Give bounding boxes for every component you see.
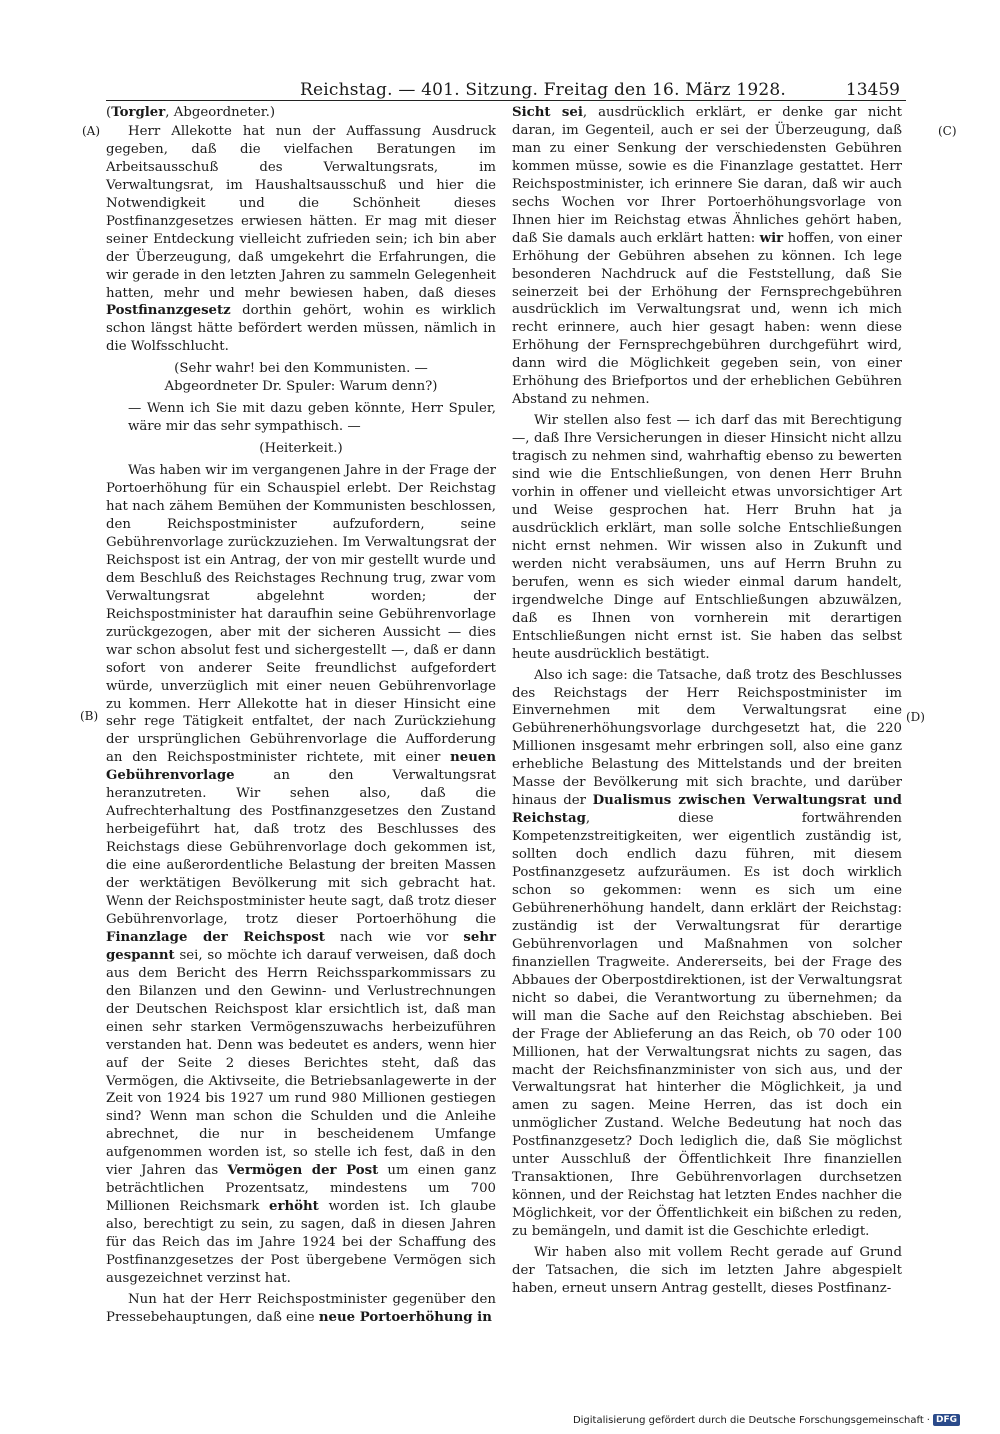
emphasis: erhöht [269, 1199, 319, 1215]
emphasis: wir [759, 230, 784, 246]
text-run: an den Verwaltungsrat heranzutreten. Wir sehen also, daß die Aufrechterhaltung des Postfinanzgesetzes den Zustand herbeigeführt hat, daß trotz des Beschlusses des Reichstags diese Gebührenvorlage doch gekommen ist, die eine außerordentliche Belastung der breiten Massen der werktätigen Bevölkerung mit sich gebracht hat. Wenn der Reichspostminister heute sagt, daß trotz dieser Gebührenvorlage, trotz dieser Portoerhöhung die [106, 768, 496, 927]
speaker-name: Torgler [111, 105, 166, 120]
text-run: nach wie vor [340, 929, 449, 945]
text-run: Also ich sage: die Tatsache, daß trotz des Beschlusses des Reichstags der Herr Reichspostminister im Einvernehmen mit dem Verwaltungsrat eine Gebührenerhöhungsvorlage durchgesetzt hat, die 220 Millionen insgesamt mehr erbringen soll, also eine ganz erhebliche Belastung des Mittelstands und der breiten Masse der Bevölkerung mit sich brachte, und darüber hinaus der [512, 667, 902, 809]
footer-credit [573, 1414, 960, 1426]
paragraph [106, 462, 496, 1288]
paragraph [512, 104, 902, 409]
paragraph: Wir haben also mit vollem Recht gerade auf Grund der Tatsachen, die sich im letzten Jahre abgespielt haben, erneut unsern Antrag gestellt, dieses Postfinanz- [512, 1245, 902, 1296]
footer-separator: · [926, 1415, 930, 1426]
emphasis: Vermögen der Post [227, 1163, 379, 1179]
left-column [106, 104, 496, 1327]
header-rule [106, 100, 906, 101]
text-run: , ausdrücklich erklärt, er denke gar nicht daran, im Gegenteil, auch er sei der Überzeugung, daß man zu einer Senkung der verschiedensten Gebühren kommen müsse, sowie es die Finanzlage gestattet. Herr Reichspostminister, ich erinnere Sie daran, daß wir auch sechs Wochen vor Ihrer Portoerhöhungsvorlage von Ihnen hier im Reichstag etwas Ähnliches gehört haben, daß Sie damals auch erklärt hatten: [512, 105, 902, 246]
speaker-line [106, 104, 496, 122]
footer-text: Digitalisierung gefördert durch die Deutsche Forschungsgemeinschaft [572, 1415, 924, 1426]
text-run: Was haben wir im vergangenen Jahre in der Frage der Portoerhöhung für ein Schauspiel erlebt. Der Reichstag hat nach zähem Bemühen der Kommunisten beschlossen, den Reichspostminister aufzufordern, seine Gebührenvorlage zurückzuziehen. Im Verwaltungsrat der Reichspost ist ein Antrag, der von mir gestellt wurde und dem Beschluß des Reichstages Rechnung trug, zwar vom Verwaltungsrat abgelehnt worden; der Reichspostminister hat daraufhin seine Gebührenvorlage zurückgezogen, aber mit der sicheren Aussicht — dies war schon absolut fest und sichergestellt —, daß er dann sofort von anderer Seite freundlichst aufgefordert würde, unverzüglich mit einer neuen Gebührenvorlage zu kommen. Herr Allekotte hat in dieser Hinsicht eine sehr rege Tätigkeit entfaltet, der nach Zurückziehung der ursprünglichen Gebührenvorlage die Aufforderung an den Reichspostminister richtete, mit einer [106, 463, 496, 766]
margin-mark-b: (B) [80, 709, 99, 723]
text-run: worden ist. Ich glaube also, berechtigt zu sein, zu sagen, daß in diesen Jahren für das Reich das im Jahre 1924 bei der Schaffung des Postfinanzgesetzes der Post übergebene Vermögen sich ausgezeichnet verzinst hat. [106, 1199, 496, 1286]
right-column [512, 104, 902, 1298]
emphasis: neuen Gebührenvorlage [106, 750, 496, 784]
page-header [300, 80, 900, 106]
emphasis: Sicht sei [512, 105, 583, 120]
header-title: Reichstag. — 401. Sitzung. Freitag den 16. März 1928. [300, 80, 786, 100]
emphasis: neue Portoerhöhung in [318, 1309, 492, 1325]
emphasis: Postfinanzgesetz [106, 303, 231, 319]
paragraph: Wir stellen also fest — ich darf das mit Berechtigung —, daß Ihre Versicherungen in dieser Hinsicht nicht allzu tragisch zu nehmen sind, wahrhaftig ebenso zu bewerten sind wie die Entschließungen, von denen Herr Bruhn vorhin in offener und vielleicht etwas unvorsichtiger Art und Weise gesprochen hat. Herr Bruhn hat ja ausdrücklich erklärt, man solle solche Entschließungen nicht ernst nehmen. Wir wissen also in Zukunft und werden nicht verabsäumen, uns auf Herrn Bruhn zu berufen, wenn es sich wieder einmal darum handelt, irgendwelche Dinge auf Entschließungen abzuwälzen, daß es Ihnen von vornherein mit derartigen Entschließungen nicht ernst ist. Sie haben das selbst heute ausdrücklich bestätigt. [512, 413, 902, 662]
margin-mark-d: (D) [906, 710, 925, 724]
emphasis: Finanzlage der Reichspost [106, 929, 325, 945]
speaker-suffix: , Abgeordneter.) [165, 105, 276, 120]
speaker-prefix: ( [106, 105, 112, 120]
margin-mark-a: (A) [82, 124, 101, 138]
text-run: um einen ganz beträchtlichen Prozentsatz, mindestens um 700 Millionen Reichsmark [106, 1163, 496, 1215]
text-run: sei, so möchte ich darauf verweisen, daß doch aus dem Bericht des Herrn Reichssparkommissars zu den Bilanzen und den Gewinn- und Verlustrechnungen der Deutschen Reichspost klar ersichtlich ist, daß man einen sehr starken Vermögenszuwachs herbeizuführen verstanden hat. Denn was bedeutet es anders, wenn hier auf der Seite 2 dieses Berichtes steht, daß das Vermögen, die Aktivseite, die Betriebsanlagewerte in der Zeit von 1924 bis 1927 um rund 980 Millionen gestiegen sind? Wenn man schon die Schulden und die Anleihe abrechnet, die nur in bescheidenem Umfange aufgenommen worden ist, so stelle ich fest, daß in den vier Jahren das [106, 947, 496, 1179]
text-run: Herr Allekotte hat nun der Auffassung Ausdruck gegeben, daß die vielfachen Beratungen im Arbeitsausschuß des Verwaltungsrats, im Verwaltungsrat, im Haushaltsausschuß und hier die Notwendigkeit und die Schönheit dieses Postfinanzgesetzes erwiesen hätten. Er mag mit dieser seiner Entdeckung vielleicht zufrieden sein; ich bin aber der Überzeugung, daß umgekehrt die Erfahrungen, die wir gerade in den letzten Jahren zu sammeln Gelegenheit hatten, mehr und mehr bewiesen haben, daß dieses [106, 123, 496, 301]
paragraph: — Wenn ich Sie mit dazu geben könnte, Herr Spuler, wäre mir das sehr sympathisch. — [128, 401, 496, 435]
interjection: (Heiterkeit.) [259, 441, 343, 457]
emphasis: sehr gespannt [106, 929, 496, 963]
text-run: hoffen, von einer Erhöhung der Gebühren absehen zu können. Ich lege besonderen Nachdruck auf die Feststellung, daß Sie seinerzeit bei der Erhöhung der Fernsprechgebühren ausdrücklich im Verwaltungsrat und, wenn ich mich recht erinnere, auch hier gesagt haben: wenn diese Erhöhung der Fernsprechgebühren durchgeführt wird, dann wird die Möglichkeit gegeben sein, von einer Erhöhung des Briefportos und der erheblichen Gebühren Abstand zu nehmen. [512, 230, 902, 408]
emphasis: Dualismus zwischen Verwaltungsrat und Reichstag [512, 793, 902, 827]
dfg-logo-icon: DFG [933, 1414, 960, 1426]
text-run: dorthin gehört, wohin es wirklich schon längst hätte befördert werden müssen, nämlich in die Wolfsschlucht. [106, 303, 496, 355]
paragraph [512, 667, 902, 1242]
text-run: Nun hat der Herr Reichspostminister gegenüber den Pressebehauptungen, daß eine [106, 1291, 496, 1325]
paragraph [106, 1291, 496, 1327]
interjection: (Sehr wahr! bei den Kommunisten. — Abgeordneter Dr. Spuler: Warum denn?) [164, 361, 438, 395]
margin-mark-c: (C) [938, 124, 957, 138]
paragraph [106, 123, 496, 356]
page-number: 13459 [845, 80, 900, 100]
text-run: , diese fortwährenden Kompetenzstreitigkeiten, wer eigentlich zuständig ist, sollten doch endlich dazu führen, mit diesem Postfinanzgesetz aufzuräumen. Es ist doch wirklich schon so gekommen: wenn es sich um eine Gebührenerhöhung handelt, dann erklärt der Reichstag: zuständig ist der Verwaltungsrat für derartige Gebührenvorlagen und Maßnahmen von solcher finanziellen Tragweite. Andererseits, bei der Frage des Abbaues der Oberpostdirektionen, ist der Verwaltungsrat nicht so dabei, die Verantwortung zu übernehmen; da will man die Sache auf den Reichstag abschieben. Bei der Frage der Ablieferung an das Reich, ob 70 oder 100 Millionen, hat der Verwaltungsrat nichts zu sagen, das macht der Reichsfinanzminister von sich aus, und der Verwaltungsrat hat hinterher die Möglichkeit, ja und amen zu sagen. Meine Herren, das ist doch ein unmöglicher Zustand. Welche Bedeutung hat noch das Postfinanzgesetz? Doch lediglich die, daß Sie möglichst unter Ausschluß der Öffentlichkeit Ihre finanziellen Transaktionen, Ihre Gebührenvorlagen durchsetzen können, und der Reichstag hat letzten Endes nachher die Möglichkeit, vor der Öffentlichkeit ein bißchen zu reden, zu bemängeln, und damit ist die Geschichte erledigt. [512, 811, 902, 1240]
